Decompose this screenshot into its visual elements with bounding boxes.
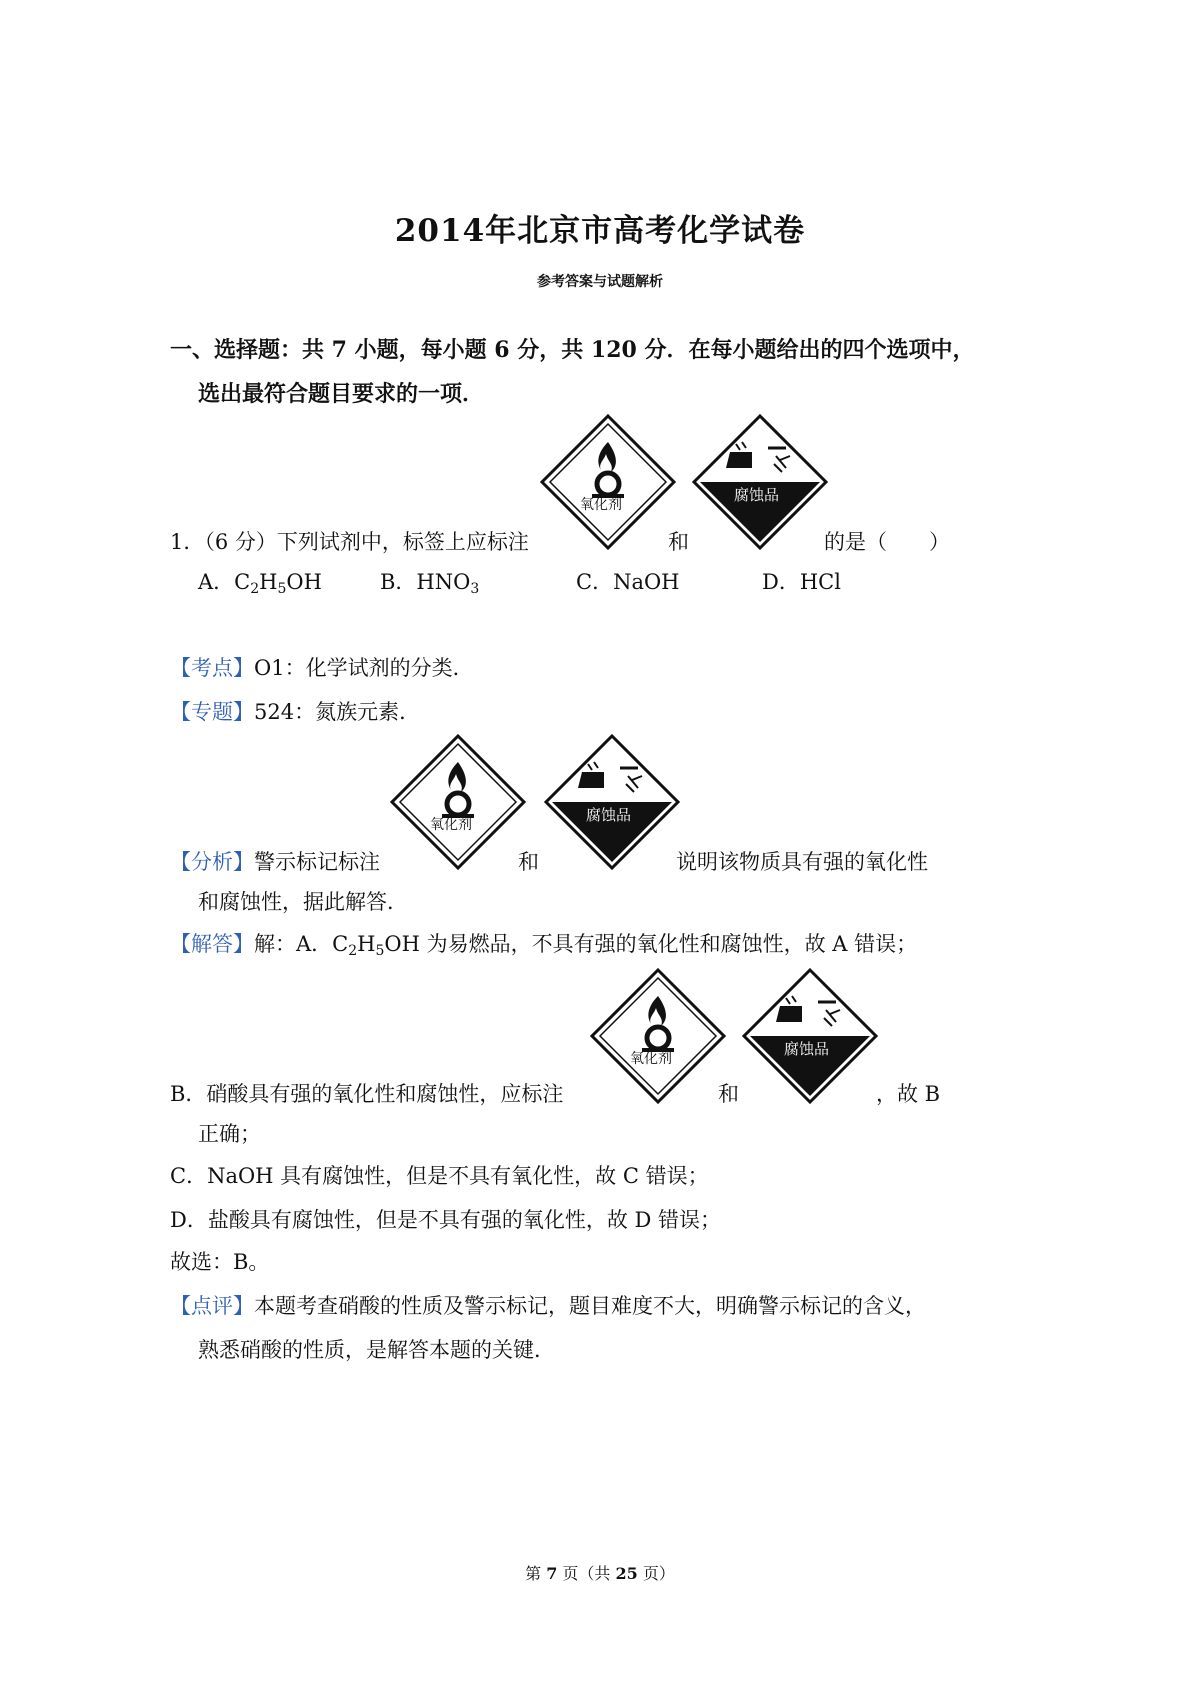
answer-b-line2: 正确； bbox=[198, 1122, 261, 1146]
option-b: B．$HNO_3$ bbox=[380, 570, 480, 597]
jieda: 【解答】解：A．$C_2H_5OH$ 为易燃品，不具有强的氧化性和腐蚀性，故 A 错误； bbox=[170, 932, 918, 959]
dianping: 【点评】本题考查硝酸的性质及警示标记，题目难度不大，明确警示标记的含义， bbox=[170, 1294, 926, 1318]
question-stem: 1．（6 分）下列试剂中，标签上应标注 bbox=[170, 530, 529, 554]
fenxi-and: 和 bbox=[518, 850, 539, 874]
zhuanti: 【专题】524：氮族元素． bbox=[170, 700, 421, 724]
fenxi-line2: 和腐蚀性，据此解答． bbox=[198, 890, 408, 914]
option-c: C．NaOH bbox=[576, 570, 680, 594]
oxidizer-sign-icon bbox=[538, 412, 678, 552]
corrosive-sign-icon: 腐蚀品 bbox=[740, 966, 880, 1106]
kaodian: 【考点】O1：化学试剂的分类． bbox=[170, 656, 474, 680]
question-and: 和 bbox=[668, 530, 689, 554]
corrosive-sign-icon: 腐蚀品 bbox=[542, 732, 682, 872]
oxidizer-sign-icon: 氧化剂 bbox=[388, 732, 528, 872]
answer-choice: 故选：B。 bbox=[170, 1250, 270, 1274]
oxidizer-sign-label: 氧化剂 bbox=[580, 497, 622, 513]
page-footer: 第 7 页（共 25 页） bbox=[525, 1564, 675, 1583]
option-d: D．HCl bbox=[762, 570, 841, 594]
answer-b-and: 和 bbox=[718, 1082, 739, 1106]
option-a: A．$C_2H_5OH$ bbox=[198, 570, 322, 597]
question-suffix: 的是（ ） bbox=[824, 530, 950, 554]
answer-c: C．NaOH 具有腐蚀性，但是不具有氧化性，故 C 错误； bbox=[170, 1164, 709, 1188]
corrosive-sign-label: 腐蚀品 bbox=[734, 486, 780, 504]
answer-b-post: ，故 B bbox=[876, 1082, 941, 1106]
answer-d: D．盐酸具有腐蚀性，但是不具有强的氧化性，故 D 错误； bbox=[170, 1208, 722, 1232]
answer-b: B．硝酸具有强的氧化性和腐蚀性，应标注 bbox=[170, 1082, 564, 1106]
page-subtitle: 参考答案与试题解析 bbox=[537, 274, 663, 290]
fenxi-post: 说明该物质具有强的氧化性 bbox=[676, 850, 928, 874]
dianping-line2: 熟悉硝酸的性质，是解答本题的关键． bbox=[198, 1338, 555, 1362]
oxidizer-sign-icon: 氧化剂 bbox=[588, 966, 728, 1106]
section-heading-line2: 选出最符合题目要求的一项． bbox=[198, 381, 485, 407]
fenxi: 【分析】警示标记标注 bbox=[170, 850, 380, 874]
corrosive-sign-icon bbox=[690, 412, 830, 552]
page-title: 2014年北京市高考化学试卷 bbox=[394, 213, 806, 249]
section-heading-line1: 一、选择题：共 7 小题，每小题 6 分，共 120 分．在每小题给出的四个选项中， bbox=[170, 337, 975, 363]
